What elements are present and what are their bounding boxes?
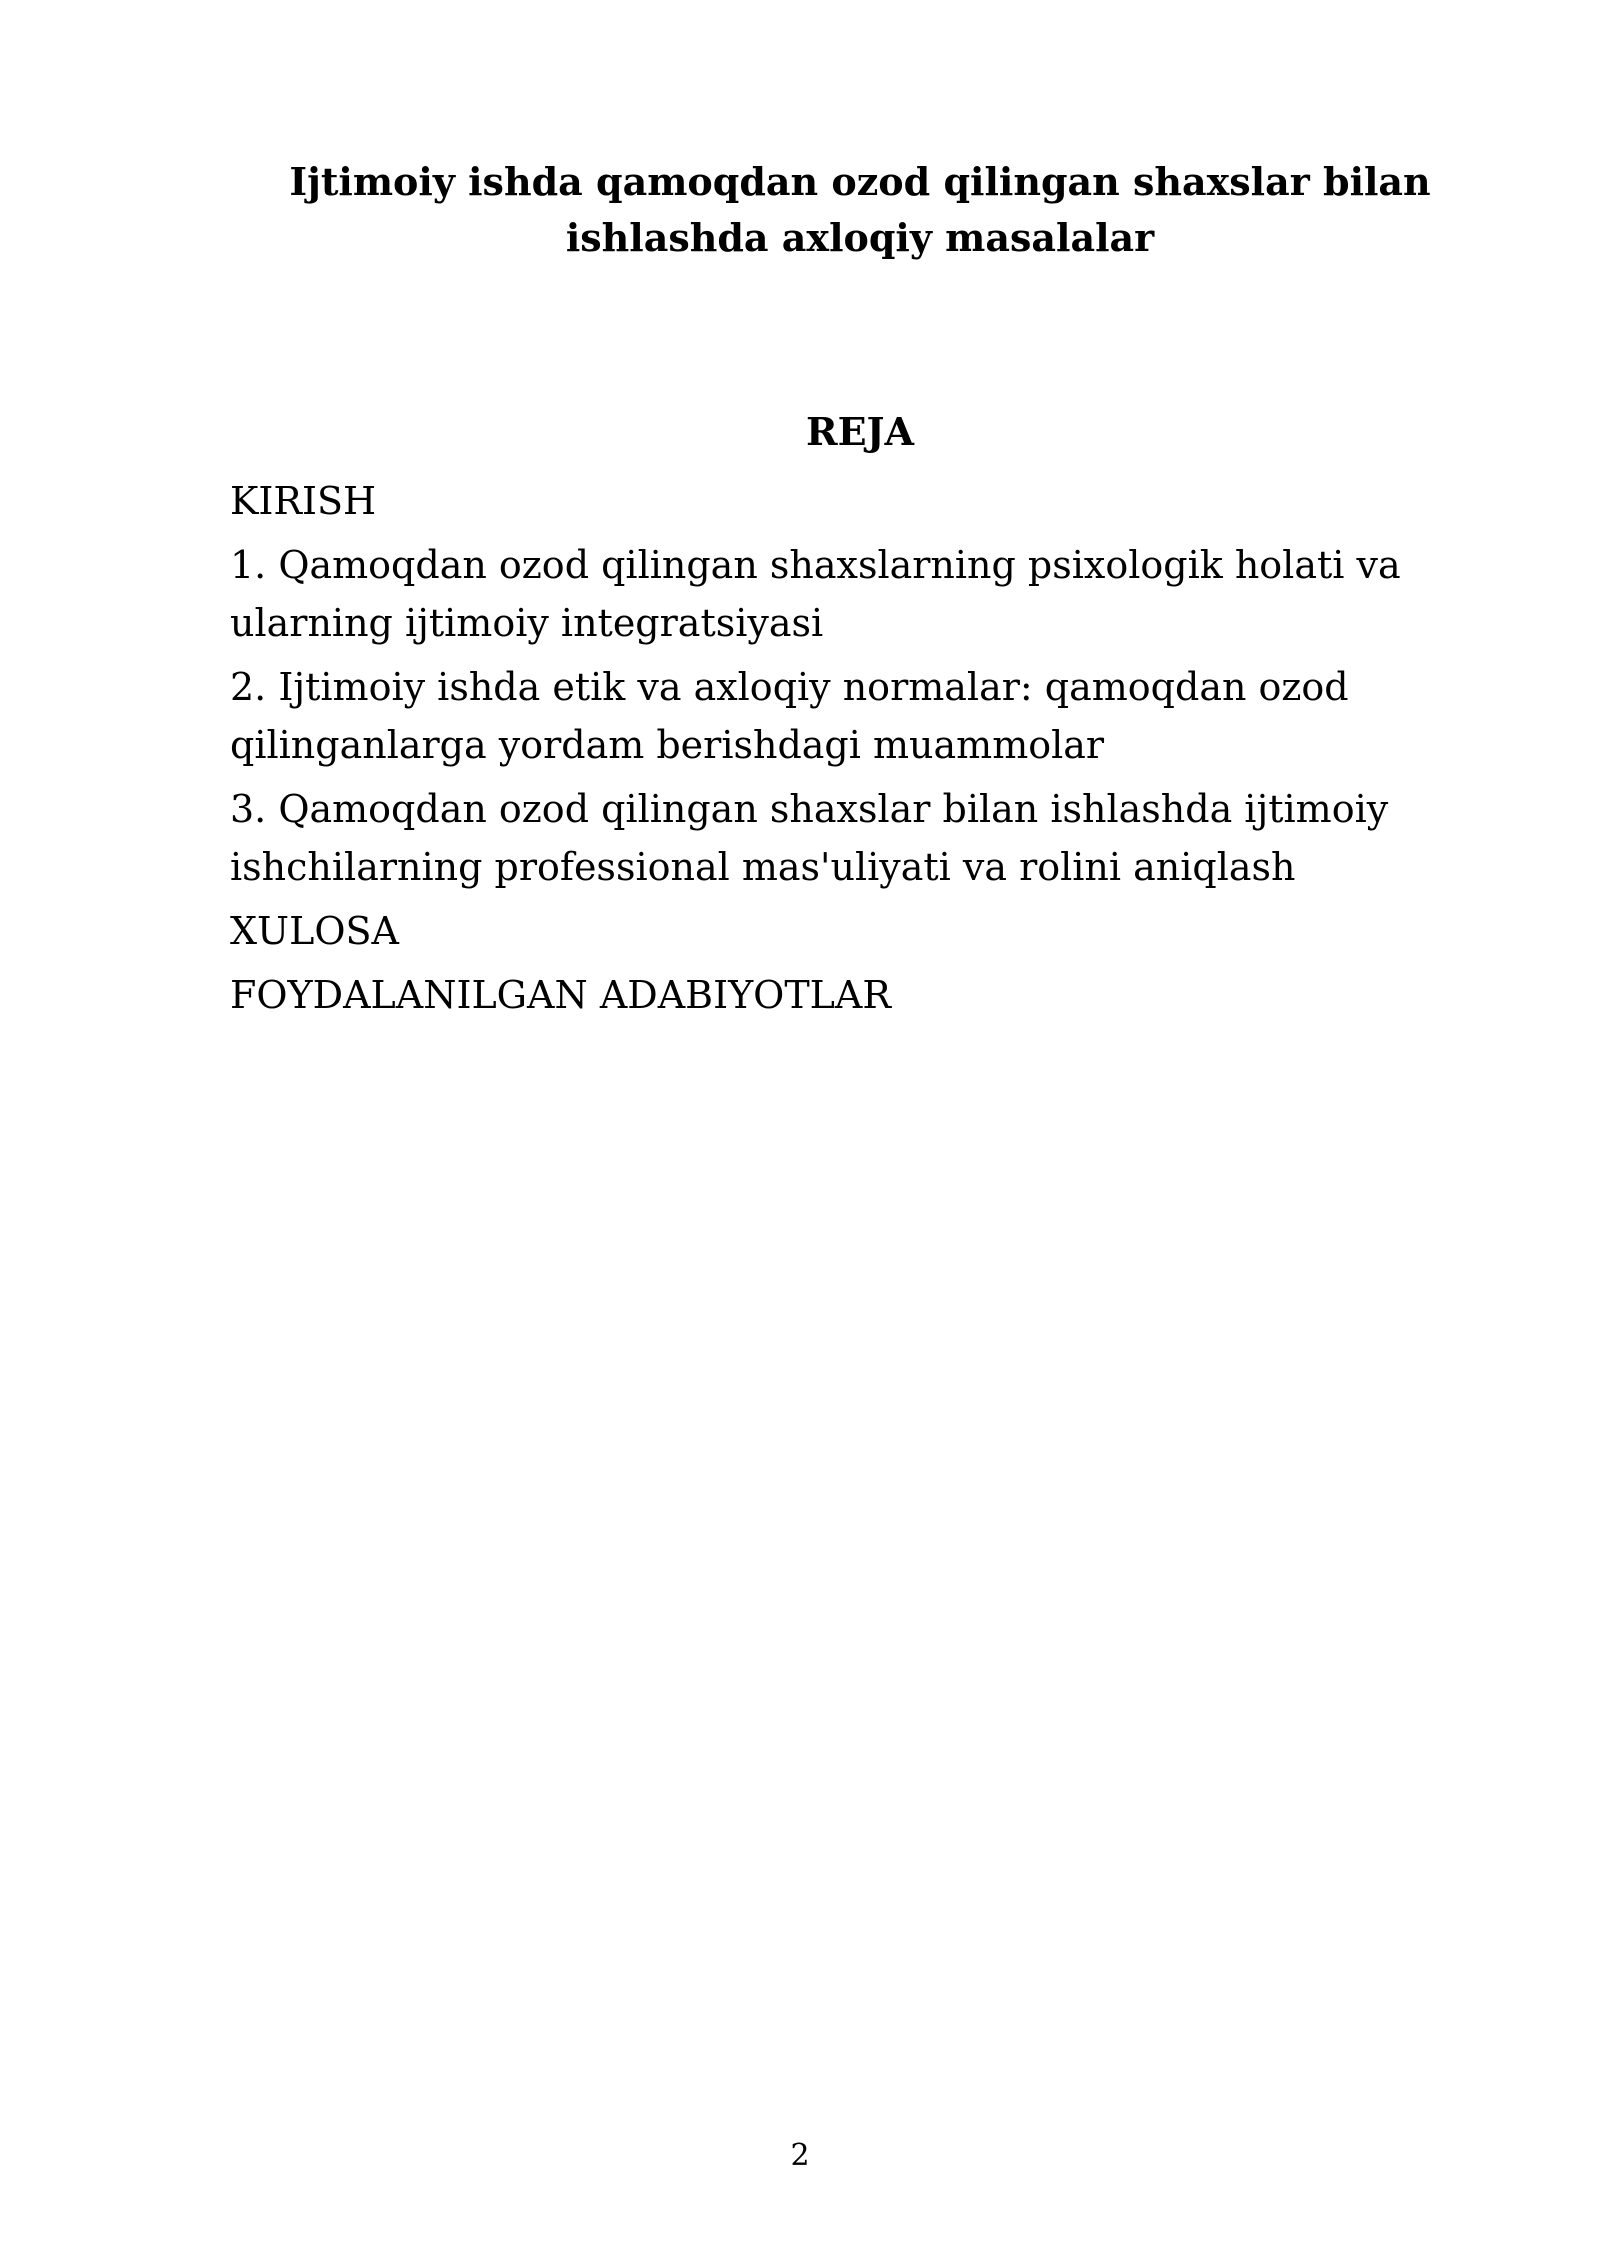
page-number: 2 — [790, 2138, 810, 2173]
document-title — [230, 154, 1490, 266]
plan-item-introduction: KIRISH — [230, 479, 377, 523]
document-title-line-2: ishlashda axloqiy masalalar — [565, 215, 1155, 260]
document-title-line-1: Ijtimoiy ishda qamoqdan ozod qilingan shaxslar bilan — [289, 159, 1431, 204]
plan-heading: REJA — [805, 409, 914, 454]
plan-item-2: 2. Ijtimoiy ishda etik va axloqiy normalar: qamoqdan ozod qilinganlarga yordam berishdagi muammolar — [230, 665, 1349, 767]
plan-item-references: FOYDALANILGAN ADABIYOTLAR — [230, 973, 891, 1017]
plan-item-3: 3. Qamoqdan ozod qilingan shaxslar bilan ishlashda ijtimoiy ishchilarning professional mas'uliyati va rolini aniqlash — [230, 787, 1389, 889]
plan-item-conclusion: XULOSA — [230, 909, 399, 953]
plan-list — [230, 472, 1430, 1030]
plan-item-1: 1. Qamoqdan ozod qilingan shaxslarning psixologik holati va ularning ijtimoiy integratsiyasi — [230, 543, 1401, 645]
